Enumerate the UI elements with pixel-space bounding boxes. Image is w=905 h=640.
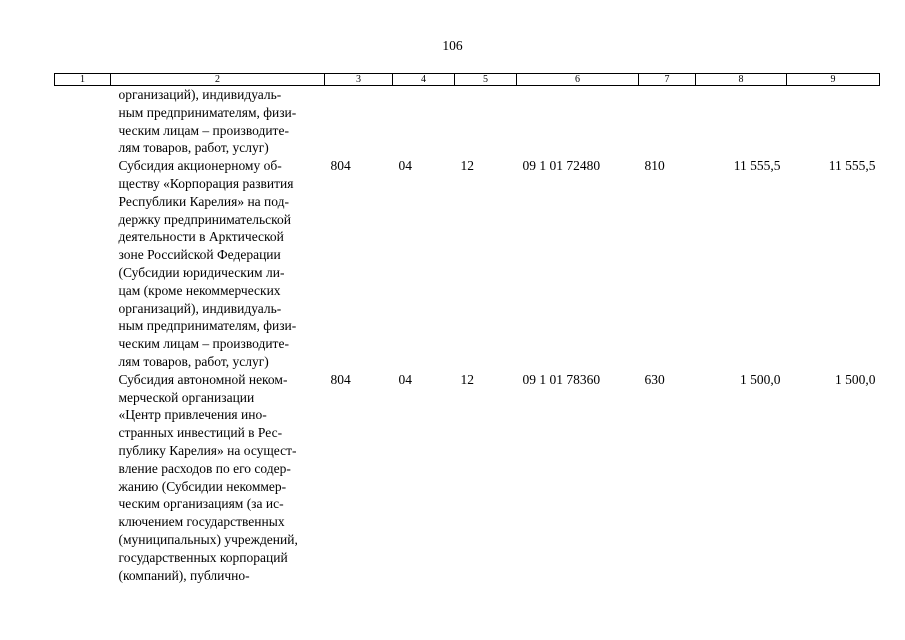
row-department-code (325, 86, 393, 158)
row-department-code: 804 (330, 371, 351, 387)
row-target-article-code: 09 1 01 72480 (522, 158, 601, 174)
row-section-code: 04 (398, 158, 412, 174)
table-row (55, 157, 880, 371)
column-header-9: 9 (787, 74, 880, 86)
row-cell-1 (55, 86, 111, 158)
row-description: Субсидия автономной неком- мерческой организации «Центр привлечения ино- странных инвестиций в Рес- публику Карелия» на осущест- вление расходов по его содер- жанию (Субсидии некоммер- ческим организациям (за ис- ключением государственных (муниципальных) учреждений, государственных корпораций (компаний), публично- (118, 371, 298, 583)
row-amount-col8: 11 555,5 (733, 158, 781, 174)
row-department-code: 804 (330, 158, 351, 174)
column-number-header-row (55, 74, 880, 86)
row-description: Субсидия акционерному об- ществу «Корпорация развития Республики Карелия» на под- держку предпринимательской деятельности в Арктической зоне Российской Федерации (Субсидии юридическим ли- цам (кроме некоммерческих организаций), индивидуаль- ным предпринимателям, физи- ческим лицам – производите- лям товаров, работ, услуг) (118, 158, 297, 369)
table-row (55, 371, 880, 585)
row-subsection-code: 12 (460, 371, 474, 387)
row-section-code (393, 86, 455, 158)
row-cell-1 (55, 157, 111, 371)
column-header-4: 4 (393, 74, 455, 86)
row-description: организаций), индивидуаль- ным предпринимателям, физи- ческим лицам – производите- лям товаров, работ, услуг) (118, 87, 297, 156)
row-target-article-code: 09 1 01 78360 (522, 371, 601, 387)
row-amount-col9: 11 555,5 (828, 158, 876, 174)
column-header-5: 5 (455, 74, 517, 86)
column-header-8: 8 (696, 74, 787, 86)
row-subsection-code: 12 (460, 158, 474, 174)
row-amount-col8: 1 500,0 (740, 371, 781, 387)
row-amount-col8 (696, 86, 787, 158)
row-expense-type-code: 630 (644, 371, 665, 387)
page-number: 106 (442, 38, 463, 53)
table-row (55, 86, 880, 158)
row-amount-col9: 1 500,0 (835, 371, 876, 387)
column-header-2: 2 (111, 74, 325, 86)
row-expense-type-code (639, 86, 696, 158)
row-expense-type-code: 810 (644, 158, 665, 174)
row-cell-1 (55, 371, 111, 585)
column-header-6: 6 (517, 74, 639, 86)
row-subsection-code (455, 86, 517, 158)
column-header-3: 3 (325, 74, 393, 86)
row-section-code: 04 (398, 371, 412, 387)
column-header-1: 1 (55, 74, 111, 86)
row-amount-col9 (787, 86, 880, 158)
budget-table (54, 73, 880, 584)
row-target-article-code (517, 86, 639, 158)
column-header-7: 7 (639, 74, 696, 86)
